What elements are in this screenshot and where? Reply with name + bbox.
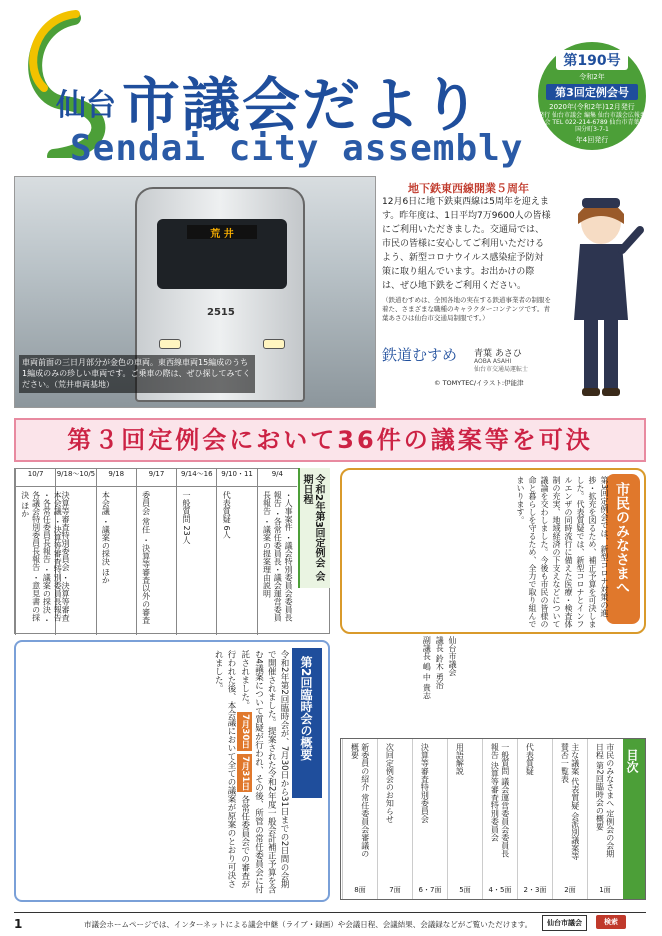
page-number: 1 — [14, 917, 23, 931]
toc-item-label: 次回定例会のお知らせ — [385, 743, 395, 823]
toc-item-page: 2・3面 — [523, 886, 547, 894]
extraordinary-session-body — [24, 650, 290, 894]
table-of-contents — [340, 738, 646, 900]
tetsudo-musume-logo: 鉄道むすめ — [382, 346, 458, 364]
toc-item[interactable] — [447, 739, 481, 899]
citizens-message-body: 第3回定例会では、新型コロナ対策の進捗・拡充を図るため、補正予算を可決しました。代表質疑では、新型コロナとインフルエンザの同時流行に備えた医療・検査体制の充実、地域経済の下支えなどについて議論を交わしました。今後も市民の皆様の命と暮らしを守るため、全力で取り組んでまいります。 — [516, 476, 609, 628]
character-info — [474, 358, 528, 374]
character-name: 青葉 あさひ — [474, 349, 522, 359]
toc-item[interactable] — [412, 739, 446, 899]
date-tag-1: 7月30日 — [237, 712, 252, 751]
toc-item-label: 新委員の紹介 常任委員会審議の概要 — [350, 743, 370, 858]
schedule-title: 令和2年第3回定例会 会期日程 — [298, 468, 330, 588]
copyright-text: © TOMYTEC/イラスト:伊能津 — [434, 379, 524, 387]
schedule-event: 本会議 ・議案の採決 ほか — [101, 491, 111, 585]
masthead-title: 市議会だより — [122, 71, 483, 139]
extra-body-text: 令和2年第2回臨時会が、7月30日から31日までの2日間の会期で開催されました。提案された令和2年度一般会計補正予算を含む4議案について質疑が行われ、その後、所管の常任委員会に付託されました。 — [239, 650, 289, 894]
page-footer — [14, 912, 646, 932]
toc-item-page: 8面 — [354, 886, 366, 894]
toc-item[interactable] — [552, 739, 586, 899]
train-car-number: 2515 — [207, 307, 235, 318]
schedule-column — [176, 469, 216, 635]
schedule-date: 9/4 — [258, 469, 297, 487]
schedule-column — [216, 469, 256, 635]
masthead-city-label: 仙台 — [56, 88, 116, 123]
publish-frequency: 年4回発行 — [575, 135, 609, 144]
toc-item-page: 2面 — [564, 886, 576, 894]
anniversary-note: （鉄道むすめは、全国各地の実在する鉄道事業者の制服を着た、さまざまな職種のキャラクターコンテンツです。青葉あさひは仙台市交通局制服です。） — [382, 296, 551, 323]
schedule-event: ・人事案件 ・議会特別委員会委員長報告 ・各常任委員長・議会運営委員長報告 ・議案の提案理由説明 — [262, 491, 294, 622]
toc-item[interactable] — [482, 739, 516, 899]
train-destination: 荒 井 — [187, 225, 257, 239]
subway-photo — [14, 176, 376, 408]
session-label: 第3回定例会号 — [546, 84, 638, 100]
toc-item[interactable] — [342, 739, 376, 899]
toc-item-label: 代表質疑 — [525, 743, 535, 775]
schedule-date: 9/18 — [97, 469, 136, 487]
main-headline: 第３回定例会において36件の議案等を可決 — [14, 418, 646, 462]
toc-item-page: 1面 — [599, 886, 611, 894]
schedule-column — [15, 469, 63, 635]
toc-item-page: 4・5面 — [488, 886, 512, 894]
headlight-left — [159, 339, 181, 349]
schedule-date: 9/10・11 — [217, 469, 256, 487]
session-schedule-table — [14, 468, 330, 634]
schedule-event: 本会議 ・決算等審査特別委員長報告 ・各常任委員長報告 ・議案の採決 ・各議会特別委員長報告 ・意見書の採決 ほか — [20, 491, 63, 625]
photo-caption: 車両前面の三日月部分が金色の車両。東西線車両15編成のうち1編成のみの珍しい車両です。ご乗車の際は、ぜひ探してみてください。（荒井車両基地） — [19, 355, 255, 393]
schedule-date: 10/7 — [16, 469, 55, 487]
masthead-roman-title: Sendai city assembly — [70, 128, 524, 169]
character-illustration — [556, 190, 646, 410]
extraordinary-session-box — [14, 640, 330, 902]
anniversary-body: 12月6日に地下鉄東西線は5周年を迎えます。昨年度は、1日平均7万9600人の皆様にご利用いただきました。交通局では、市民の皆様に安心してご利用いただけるよう、新型コロナウイルス感染症予防対策に取り組んでいます。お出かけの際は、ぜひ地下鉄をご利用ください。 — [382, 197, 551, 291]
toc-title: 目次 — [623, 739, 645, 899]
schedule-date: 9/17 — [137, 469, 176, 487]
footer-notice: 市議会ホームページでは、インターネットによる議会中継（ライブ・録画）や会議日程、会議結果、会議録などがご覧いただけます。 — [84, 920, 533, 929]
toc-item-page: 5面 — [459, 886, 471, 894]
extraordinary-session-title: 第2回臨時会の概要 — [292, 648, 322, 798]
issue-date: 2020年(令和2年)12月発行 — [549, 103, 635, 111]
toc-item-page: 6・7面 — [418, 886, 442, 894]
toc-item[interactable] — [587, 739, 621, 899]
search-button[interactable]: 検索 — [596, 915, 626, 929]
publisher-info: 発行 仙台市議会 編集 仙台市議会広報委員会 TEL 022-214-6789 仙台市青葉区国分町3-7-1 — [538, 112, 646, 134]
message-signature — [348, 636, 458, 732]
schedule-event: 委員会 常任 ・決算等審査以外の審査 — [141, 491, 151, 625]
assembly-search-box[interactable]: 仙台市議会 — [542, 915, 587, 931]
anniversary-title: 地下鉄東西線開業５周年 — [408, 182, 529, 195]
schedule-column — [96, 469, 136, 635]
date-tag-2: 7月31日 — [237, 754, 252, 793]
character-role: 仙台市交通局運転士 — [474, 365, 529, 373]
citizens-message-box — [340, 468, 646, 634]
character-romaji: AOBA ASAHI — [474, 358, 512, 365]
schedule-date: 9/14〜16 — [177, 469, 216, 487]
toc-item-label: 主な議案 代表質疑 会派別議案等賛否一覧表 — [560, 743, 580, 861]
toc-item[interactable] — [377, 739, 411, 899]
signature-vice: 副議長 嶋 中 貴志 — [422, 636, 432, 700]
toc-item-label: 市民のみなさまへ 定例会の会期日程 第2回臨時会の概要 — [595, 743, 615, 858]
schedule-date: 9/18〜10/5 — [56, 469, 95, 487]
toc-item[interactable] — [517, 739, 551, 899]
toc-item-label: 決算等審査特別委員会 — [420, 743, 430, 823]
schedule-event: 代表質疑 6人 — [222, 491, 232, 539]
schedule-event: 決算等審査特別委員会 ・決算等審査 — [61, 491, 71, 622]
toc-item-page: 7面 — [389, 886, 401, 894]
schedule-event: 一般質問 23人 — [181, 491, 191, 544]
signature-chair: 議長 鈴木 勇治 — [435, 636, 445, 690]
toc-item-label: 一般質問 議会運営委員会委員長報告 決算等審査特別委員会 — [490, 743, 510, 858]
schedule-column — [257, 469, 297, 635]
citizens-message-title: 市民のみなさまへ — [606, 474, 640, 624]
headlight-right — [263, 339, 285, 349]
signature-org: 仙台市議会 — [448, 636, 457, 676]
issue-year: 令和2年 — [579, 73, 605, 81]
schedule-column — [136, 469, 176, 635]
toc-item-label: 用語解説 — [455, 743, 465, 775]
issue-badge — [538, 42, 646, 150]
extra-body-text-2: 各常任委員会での審査が行われた後、本会議において全ての議案が原案のとおり可決されました。 — [213, 650, 250, 889]
issue-number: 第190号 — [556, 50, 628, 70]
